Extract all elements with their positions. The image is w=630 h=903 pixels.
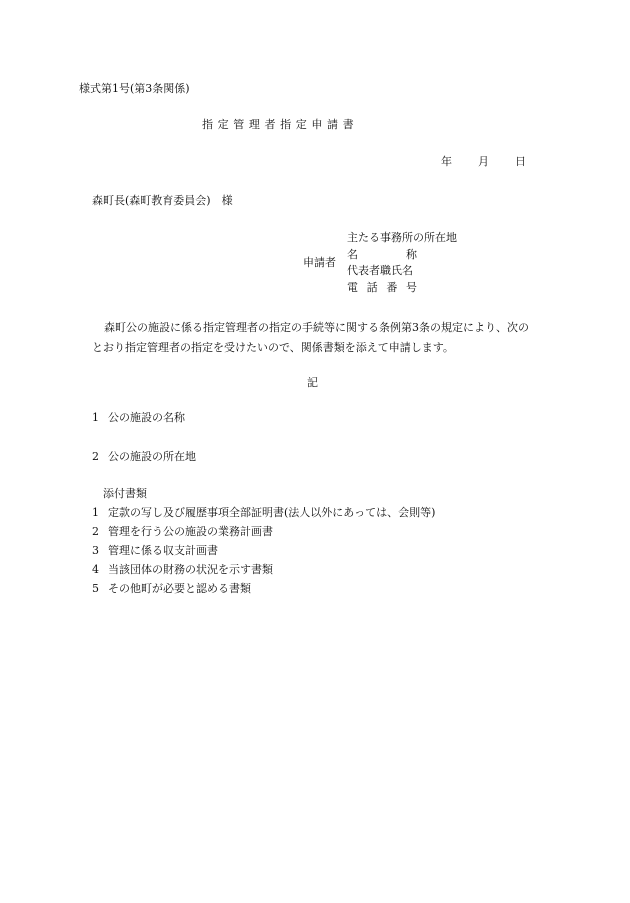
attachment-text: 管理に係る収支計画書 bbox=[108, 544, 218, 557]
item-number: 1 bbox=[92, 411, 99, 424]
attachment-number: 5 bbox=[92, 582, 99, 595]
attachment-item bbox=[92, 579, 435, 598]
phone-label bbox=[347, 280, 417, 297]
attachments-heading: 添付書類 bbox=[103, 487, 147, 500]
name-label-right: 称 bbox=[406, 247, 417, 261]
attachment-text: 当該団体の財務の状況を示す書類 bbox=[108, 563, 273, 576]
representative-label: 代表者職氏名 bbox=[347, 264, 413, 277]
phone-char: 号 bbox=[405, 280, 417, 294]
date-line bbox=[441, 155, 526, 169]
applicant-label: 申請者 bbox=[303, 256, 336, 269]
attachments-list bbox=[92, 503, 435, 598]
name-label-left: 名 bbox=[347, 247, 358, 261]
office-location-label: 主たる事務所の所在地 bbox=[347, 231, 457, 244]
phone-char: 電 bbox=[347, 280, 358, 294]
attachment-item bbox=[92, 560, 435, 579]
attachment-number: 4 bbox=[92, 563, 99, 576]
attachment-text: 管理を行う公の施設の業務計画書 bbox=[108, 525, 273, 538]
phone-char: 番 bbox=[386, 280, 398, 294]
attachment-item bbox=[92, 541, 435, 560]
item-facility-location bbox=[92, 450, 196, 464]
attachment-text: 定款の写し及び履歴事項全部証明書(法人以外にあっては、会則等) bbox=[108, 506, 436, 519]
ki-heading: 記 bbox=[307, 376, 318, 389]
addressee: 森町長(森町教育委員会) 様 bbox=[92, 194, 233, 207]
date-day-label: 日 bbox=[515, 155, 526, 168]
item-number: 2 bbox=[92, 450, 99, 463]
date-month-label: 月 bbox=[478, 155, 489, 168]
attachment-number: 1 bbox=[92, 506, 99, 519]
document-title: 指定管理者指定申請書 bbox=[202, 118, 359, 131]
attachment-item bbox=[92, 522, 435, 541]
attachment-number: 2 bbox=[92, 525, 99, 538]
application-body bbox=[92, 318, 552, 358]
name-label bbox=[347, 247, 417, 264]
body-line-2: とおり指定管理者の指定を受けたいので、関係書類を添えて申請します。 bbox=[92, 341, 454, 354]
item-text: 公の施設の名称 bbox=[108, 411, 185, 424]
body-line-1: 森町公の施設に係る指定管理者の指定の手続等に関する条例第3条の規定により、次の bbox=[104, 321, 529, 334]
attachment-number: 3 bbox=[92, 544, 99, 557]
attachment-text: その他町が必要と認める書類 bbox=[108, 582, 251, 595]
applicant-fields bbox=[347, 230, 457, 296]
item-facility-name bbox=[92, 411, 185, 425]
phone-char: 話 bbox=[366, 280, 378, 294]
form-number: 様式第1号(第3条関係) bbox=[79, 82, 190, 95]
date-year-label: 年 bbox=[441, 155, 452, 168]
item-text: 公の施設の所在地 bbox=[108, 450, 196, 463]
attachment-item bbox=[92, 503, 435, 522]
